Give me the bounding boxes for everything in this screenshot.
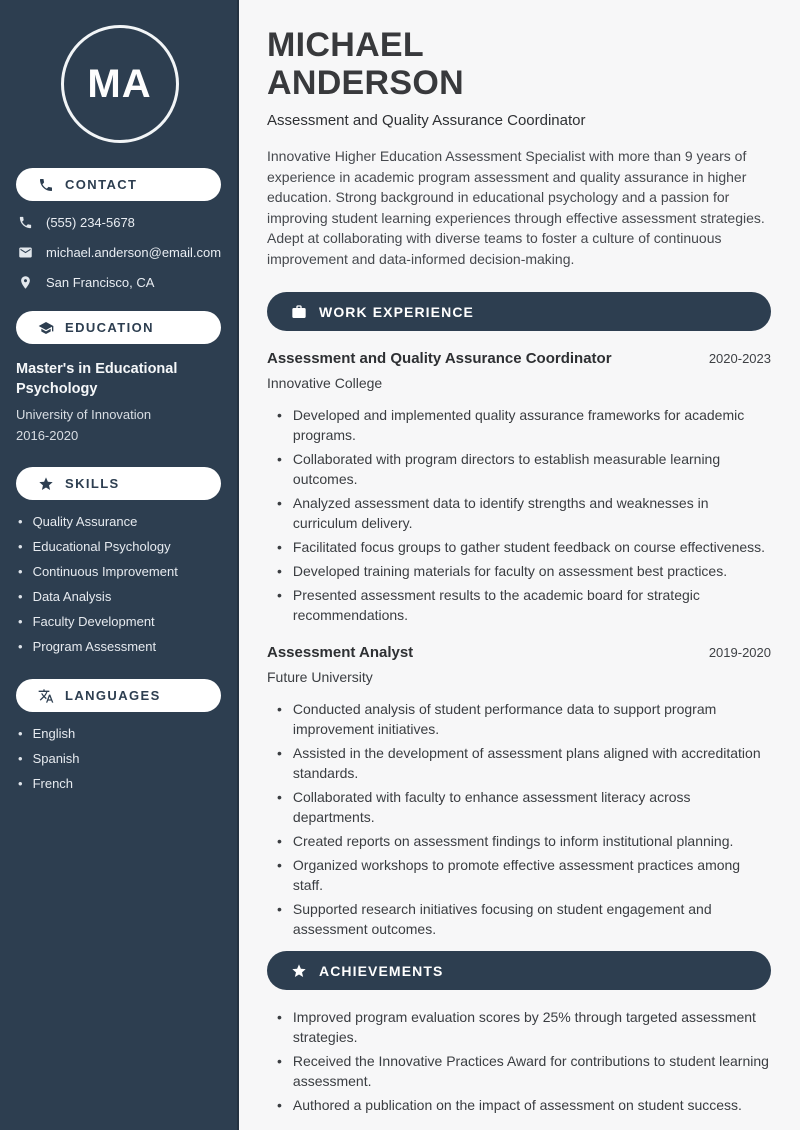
job-bullet: • Conducted analysis of student performance data to support program improvement initiatives.	[277, 699, 771, 739]
map-pin-icon	[18, 275, 33, 290]
email-address: michael.anderson@email.com	[46, 245, 222, 260]
skill-item: • Continuous Improvement	[18, 565, 223, 578]
skills-section-header	[16, 467, 221, 500]
languages-section-header	[16, 679, 221, 712]
school-name: University of Innovation	[16, 407, 152, 422]
location-text: San Francisco, CA	[46, 275, 155, 290]
language-item: • English	[18, 727, 223, 740]
job-dates: 2020-2023	[708, 351, 771, 366]
education-section-header	[16, 311, 221, 344]
achievements-header-label: ACHIEVEMENTS	[319, 962, 444, 979]
phone-icon	[38, 177, 54, 193]
company-name: Future University	[267, 669, 373, 685]
job-bullet: • Developed training materials for faculty on assessment best practices.	[277, 561, 771, 581]
contact-list	[0, 215, 239, 290]
job-bullet: • Facilitated focus groups to gather student feedback on course effectiveness.	[277, 537, 771, 557]
avatar-container	[0, 25, 239, 143]
job-bullet: • Assisted in the development of assessment plans aligned with accreditation standards.	[277, 743, 771, 783]
job-title: Assessment Analyst	[267, 644, 414, 661]
job-entry	[267, 350, 771, 625]
star-icon	[291, 963, 307, 979]
company-name: Innovative College	[267, 375, 383, 391]
achievements-section-header	[267, 951, 771, 990]
job-entry	[267, 644, 771, 939]
job-title: Assessment and Quality Assurance Coordinator	[267, 350, 612, 367]
languages-list	[0, 727, 239, 790]
sidebar	[0, 0, 239, 1130]
skill-item: • Quality Assurance	[18, 515, 223, 528]
contact-section-header	[16, 168, 221, 201]
job-bullet: • Collaborated with program directors to establish measurable learning outcomes.	[277, 449, 771, 489]
star-icon	[38, 476, 54, 492]
contact-phone-row	[18, 215, 225, 230]
page-title	[267, 26, 771, 102]
achievement-bullet: • Improved program evaluation scores by 25% through targeted assessment strategies.	[277, 1007, 771, 1047]
name-line-2: ANDERSON	[267, 64, 464, 102]
job-bullet-list	[267, 699, 771, 939]
job-bullet: • Supported research initiatives focusing on student engagement and assessment outcomes.	[277, 899, 771, 939]
achievement-bullet: • Authored a publication on the impact of assessment on student success.	[277, 1095, 771, 1115]
education-entry	[0, 359, 239, 443]
skill-item: • Program Assessment	[18, 640, 223, 653]
main-content	[239, 0, 800, 1130]
degree-title: Master's in Educational Psychology	[16, 361, 178, 397]
achievement-bullet: • Received the Innovative Practices Award for contributions to student learning assessment.	[277, 1051, 771, 1091]
job-bullet: • Created reports on assessment findings to inform institutional planning.	[277, 831, 771, 851]
languages-header-label: LANGUAGES	[65, 688, 161, 703]
skill-item: • Educational Psychology	[18, 540, 223, 553]
envelope-icon	[18, 245, 33, 260]
job-dates: 2019-2020	[708, 645, 771, 660]
contact-email-row	[18, 245, 225, 260]
education-header-label: EDUCATION	[65, 320, 154, 335]
language-item: • French	[18, 777, 223, 790]
education-years: 2016-2020	[16, 428, 79, 443]
skills-list	[0, 515, 239, 653]
avatar: MA	[61, 25, 179, 143]
professional-summary: Innovative Higher Education Assessment Specialist with more than 9 years of experience in academic program assessment and quality assurance in higher education. Strong background in educational psychology and a passion for improving student learning experiences through effective assessment strategies. Adept at collaborating with diverse teams to foster a culture of continuous improvement and data-informed decision-making.	[267, 148, 765, 267]
graduation-cap-icon	[38, 320, 54, 336]
job-bullet: • Collaborated with faculty to enhance assessment literacy across departments.	[277, 787, 771, 827]
skill-item: • Faculty Development	[18, 615, 223, 628]
job-bullet: • Presented assessment results to the academic board for strategic recommendations.	[277, 585, 771, 625]
contact-location-row	[18, 275, 225, 290]
phone-number: (555) 234-5678	[46, 215, 135, 230]
phone-icon	[18, 215, 33, 230]
briefcase-icon	[291, 304, 307, 320]
work-experience-section-header	[267, 292, 771, 331]
work-experience-header-label: WORK EXPERIENCE	[319, 303, 474, 320]
job-bullet: • Organized workshops to promote effective assessment practices among staff.	[277, 855, 771, 895]
job-bullet: • Analyzed assessment data to identify strengths and weaknesses in curriculum delivery.	[277, 493, 771, 533]
job-bullet: • Developed and implemented quality assurance frameworks for academic programs.	[277, 405, 771, 445]
job-header	[267, 644, 771, 661]
skill-item: • Data Analysis	[18, 590, 223, 603]
translate-icon	[38, 688, 54, 704]
skills-header-label: SKILLS	[65, 476, 120, 491]
language-item: • Spanish	[18, 752, 223, 765]
job-bullet-list	[267, 405, 771, 625]
contact-header-label: CONTACT	[65, 177, 138, 192]
job-header	[267, 350, 771, 367]
job-title-headline: Assessment and Quality Assurance Coordinator	[267, 112, 586, 129]
achievements-list	[267, 1007, 771, 1115]
name-line-1: MICHAEL	[267, 26, 424, 64]
